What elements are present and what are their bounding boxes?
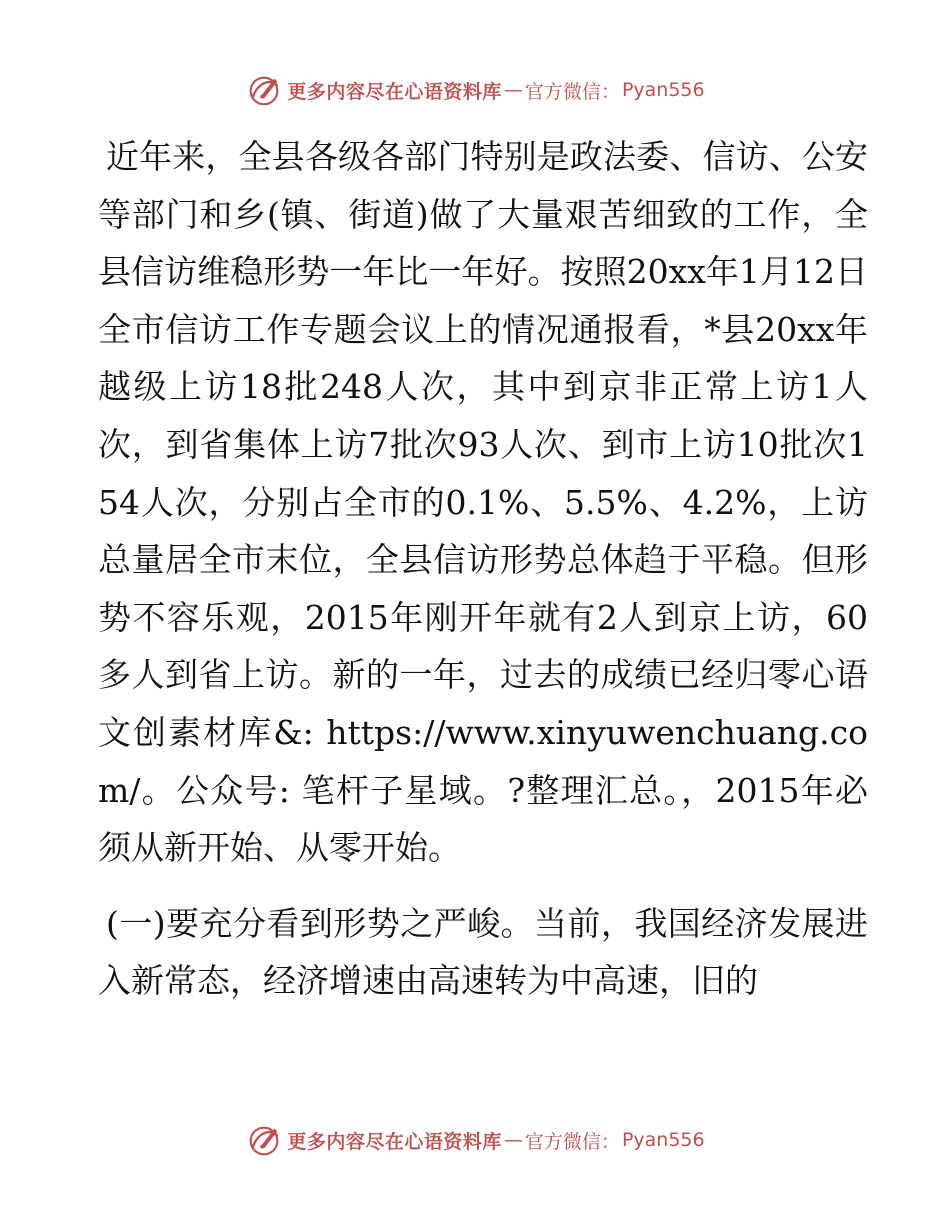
banner-wechat-label: 官方微信： — [524, 80, 620, 103]
paragraph-1: 近年来，全县各级各部门特别是政法委、信访、公安等部门和乡(镇、街道)做了大量艰苦细致的工作，全县信访维稳形势一年比一年好。按照20xx年1月12日全市信访工作专题会议上的情况通报看，*县20xx年越级上访18批248人次，其中到京非正常上访1人次，到省集体上访7批次93人次、到市上访10批次154人次，分别占全市的0.1%、5.5%、4.2%，上访总量居全市末位，全县信访形势总体趋于平稳。但形势不容乐观，2015年刚开年就有2人到京上访，60多人到省上访。新的一年，过去的成绩已经归零心语文创素材库&: https://www.xinyuwenchuang.com/。公众号: 笔杆子星域。?整理汇总。，2015年必须从新开始、从零开始。 — [98, 137, 868, 868]
paragraph-2: (一)要充分看到形势之严峻。当前，我国经济发展进入新常态，经济增速由高速转为中高速，旧的 — [98, 903, 868, 1001]
document-body — [98, 128, 868, 1010]
header-watermark-banner — [0, 70, 950, 110]
pen-swirl-logo-icon — [245, 1121, 283, 1159]
banner-wechat-id: Pyan556 — [621, 79, 705, 101]
banner-dash: — — [503, 79, 523, 101]
banner-wechat-label: 官方微信： — [524, 1130, 620, 1153]
pen-swirl-logo-icon — [245, 71, 283, 109]
footer-watermark-banner — [0, 1120, 950, 1160]
banner-title: 更多内容尽在心语资料库 — [287, 80, 502, 103]
banner-dash: — — [503, 1129, 523, 1151]
banner-title: 更多内容尽在心语资料库 — [287, 1130, 502, 1153]
banner-wechat-id: Pyan556 — [621, 1129, 705, 1151]
